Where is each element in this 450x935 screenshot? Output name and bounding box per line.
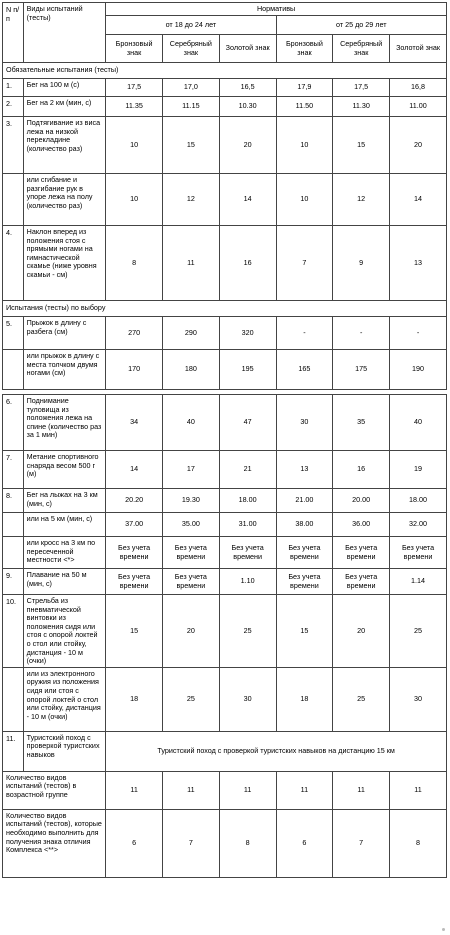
table-row [3, 537, 447, 569]
row-test-name: Метание спортивного снаряда весом 500 г (м) [23, 451, 106, 489]
row-value: 11.30 [333, 97, 390, 117]
row-test-name: или сгибание и разгибание рук в упоре лежа на полу (количество раз) [23, 174, 106, 226]
norms-table [2, 2, 447, 878]
row-value: 1.10 [219, 569, 276, 595]
row-value: Без учета времени [390, 537, 447, 569]
row-value: Без учета времени [219, 537, 276, 569]
row-value: 9 [333, 226, 390, 301]
header-silver-2: Серебряный знак [333, 35, 390, 63]
row-value: 270 [106, 317, 163, 350]
row-value: Без учета времени [276, 537, 333, 569]
row-value: 8 [106, 226, 163, 301]
header-gold-2: Золотой знак [390, 35, 447, 63]
row-value: 19.30 [162, 489, 219, 513]
header-row [3, 3, 447, 16]
section-title: Испытания (тесты) по выбору [3, 301, 447, 317]
row-value: 16 [333, 451, 390, 489]
row-value: 32.00 [390, 513, 447, 537]
row-value: - [390, 317, 447, 350]
table-row [3, 489, 447, 513]
header-silver-1: Серебряный знак [162, 35, 219, 63]
header-norms: Нормативы [106, 3, 447, 16]
row-value: 290 [162, 317, 219, 350]
row-value: 12 [333, 174, 390, 226]
row-test-name: Прыжок в длину с разбега (см) [23, 317, 106, 350]
hike-value: Туристский поход с проверкой туристских навыков на дистанцию 15 км [106, 731, 447, 771]
header-tests: Виды испытаний (тесты) [23, 3, 106, 63]
row-value: 11.00 [390, 97, 447, 117]
header-bronze-1: Бронзовый знак [106, 35, 163, 63]
row-value: 16,5 [219, 79, 276, 97]
row-test-name: Плавание на 50 м (мин, с) [23, 569, 106, 595]
row-value: 190 [390, 350, 447, 390]
row-number [3, 350, 24, 390]
norms-table-body [3, 3, 447, 878]
row-value: 18.00 [219, 489, 276, 513]
row-value: 25 [162, 667, 219, 731]
section-title: Обязательные испытания (тесты) [3, 63, 447, 79]
count-value: 11 [162, 771, 219, 809]
row-value: 7 [276, 226, 333, 301]
count-value: 7 [333, 809, 390, 877]
row-value: 10 [276, 174, 333, 226]
row-number: 11. [3, 731, 24, 771]
row-value: 13 [276, 451, 333, 489]
row-value: Без учета времени [162, 569, 219, 595]
row-number: 3. [3, 117, 24, 174]
row-value: 36.00 [333, 513, 390, 537]
count-row [3, 809, 447, 877]
row-value: - [276, 317, 333, 350]
table-row [3, 595, 447, 668]
row-value: 11.50 [276, 97, 333, 117]
count-value: 11 [390, 771, 447, 809]
row-value: 35 [333, 395, 390, 451]
count-value: 6 [106, 809, 163, 877]
row-value: 38.00 [276, 513, 333, 537]
table-row [3, 226, 447, 301]
row-value: 14 [106, 451, 163, 489]
row-value: 10 [106, 117, 163, 174]
row-value: 10.30 [219, 97, 276, 117]
row-value: Без учета времени [276, 569, 333, 595]
row-value: 195 [219, 350, 276, 390]
count-value: 7 [162, 809, 219, 877]
header-gold-1: Золотой знак [219, 35, 276, 63]
row-value: 37.00 [106, 513, 163, 537]
row-test-name: Поднимание туловища из положения лежа на спине (количество раз за 1 мин) [23, 395, 106, 451]
row-value: 17,5 [106, 79, 163, 97]
row-value: 14 [219, 174, 276, 226]
header-group-18-24: от 18 до 24 лет [106, 16, 276, 35]
header-group-25-29: от 25 до 29 лет [276, 16, 446, 35]
row-number: 8. [3, 489, 24, 513]
row-value: Без учета времени [333, 569, 390, 595]
page-dot [442, 928, 445, 931]
row-test-name: или прыжок в длину с места толчком двумя ногами (см) [23, 350, 106, 390]
table-row [3, 350, 447, 390]
row-value: 15 [162, 117, 219, 174]
count-label: Количество видов испытаний (тестов), которые необходимо выполнить для получения знака отличия Комплекса <**> [3, 809, 106, 877]
row-value: 170 [106, 350, 163, 390]
row-number [3, 667, 24, 731]
row-value: 11 [162, 226, 219, 301]
row-value: 25 [333, 667, 390, 731]
row-value: 11.35 [106, 97, 163, 117]
row-number: 10. [3, 595, 24, 668]
row-value: 20 [333, 595, 390, 668]
table-row [3, 667, 447, 731]
row-value: 11.15 [162, 97, 219, 117]
row-value: 16 [219, 226, 276, 301]
row-test-name: Подтягивание из виса лежа на низкой перекладине (количество раз) [23, 117, 106, 174]
row-value: 20 [390, 117, 447, 174]
row-test-name: Бег на 100 м (с) [23, 79, 106, 97]
row-value: 13 [390, 226, 447, 301]
header-bronze-2: Бронзовый знак [276, 35, 333, 63]
row-number [3, 537, 24, 569]
table-row [3, 174, 447, 226]
count-value: 11 [219, 771, 276, 809]
row-value: 165 [276, 350, 333, 390]
table-row [3, 317, 447, 350]
table-row [3, 513, 447, 537]
row-value: Без учета времени [106, 569, 163, 595]
row-test-name: Бег на лыжах на 3 км (мин, с) [23, 489, 106, 513]
row-number: 1. [3, 79, 24, 97]
row-value: Без учета времени [106, 537, 163, 569]
row-value: 18 [276, 667, 333, 731]
table-row [3, 451, 447, 489]
row-value: 40 [162, 395, 219, 451]
row-value: Без учета времени [162, 537, 219, 569]
count-row [3, 771, 447, 809]
row-number [3, 174, 24, 226]
row-test-name: Стрельба из пневматической винтовки из положения сидя или стоя с опорой локтей о стол или стойку, дистанция - 10 м (очки) [23, 595, 106, 668]
row-number: 6. [3, 395, 24, 451]
row-value: 20 [162, 595, 219, 668]
row-value: 17 [162, 451, 219, 489]
row-value: - [333, 317, 390, 350]
row-value: 15 [276, 595, 333, 668]
row-value: 320 [219, 317, 276, 350]
row-value: 35.00 [162, 513, 219, 537]
row-value: 180 [162, 350, 219, 390]
row-value: 175 [333, 350, 390, 390]
hike-row [3, 731, 447, 771]
row-value: 25 [219, 595, 276, 668]
section-row [3, 301, 447, 317]
row-value: 15 [106, 595, 163, 668]
row-value: 17,0 [162, 79, 219, 97]
row-number: 7. [3, 451, 24, 489]
count-value: 11 [333, 771, 390, 809]
row-value: 1.14 [390, 569, 447, 595]
row-number: 4. [3, 226, 24, 301]
row-value: 30 [276, 395, 333, 451]
row-value: 31.00 [219, 513, 276, 537]
row-value: 25 [390, 595, 447, 668]
row-value: 30 [390, 667, 447, 731]
table-row [3, 395, 447, 451]
row-number [3, 513, 24, 537]
row-value: 12 [162, 174, 219, 226]
row-value: 21.00 [276, 489, 333, 513]
row-test-name: или из электронного оружия из положения сидя или стоя с опорой локтей о стол или стойку, дистанция - 10 м (очки) [23, 667, 106, 731]
count-value: 8 [390, 809, 447, 877]
row-number: 9. [3, 569, 24, 595]
count-label: Количество видов испытаний (тестов) в возрастной группе [3, 771, 106, 809]
row-value: 16,8 [390, 79, 447, 97]
row-value: 10 [276, 117, 333, 174]
table-row [3, 117, 447, 174]
count-value: 11 [106, 771, 163, 809]
count-value: 6 [276, 809, 333, 877]
row-value: Без учета времени [333, 537, 390, 569]
row-test-name: Бег на 2 км (мин, с) [23, 97, 106, 117]
row-value: 18 [106, 667, 163, 731]
row-value: 14 [390, 174, 447, 226]
row-value: 34 [106, 395, 163, 451]
row-number: 5. [3, 317, 24, 350]
row-value: 40 [390, 395, 447, 451]
count-value: 8 [219, 809, 276, 877]
table-row [3, 79, 447, 97]
row-value: 10 [106, 174, 163, 226]
section-row [3, 63, 447, 79]
row-test-name: или кросс на 3 км по пересеченной местности <*> [23, 537, 106, 569]
row-value: 21 [219, 451, 276, 489]
row-test-name: Туристский поход с проверкой туристских навыков [23, 731, 106, 771]
row-value: 15 [333, 117, 390, 174]
row-value: 17,5 [333, 79, 390, 97]
row-value: 20 [219, 117, 276, 174]
row-value: 20.20 [106, 489, 163, 513]
row-value: 18.00 [390, 489, 447, 513]
header-num: N п/п [3, 3, 24, 63]
row-number: 2. [3, 97, 24, 117]
row-value: 19 [390, 451, 447, 489]
row-value: 30 [219, 667, 276, 731]
row-value: 17,9 [276, 79, 333, 97]
table-row [3, 569, 447, 595]
row-test-name: или на 5 км (мин, с) [23, 513, 106, 537]
row-value: 47 [219, 395, 276, 451]
row-test-name: Наклон вперед из положения стоя с прямыми ногами на гимнастической скамье (ниже уровня скамьи - см) [23, 226, 106, 301]
row-value: 20.00 [333, 489, 390, 513]
table-row [3, 97, 447, 117]
count-value: 11 [276, 771, 333, 809]
